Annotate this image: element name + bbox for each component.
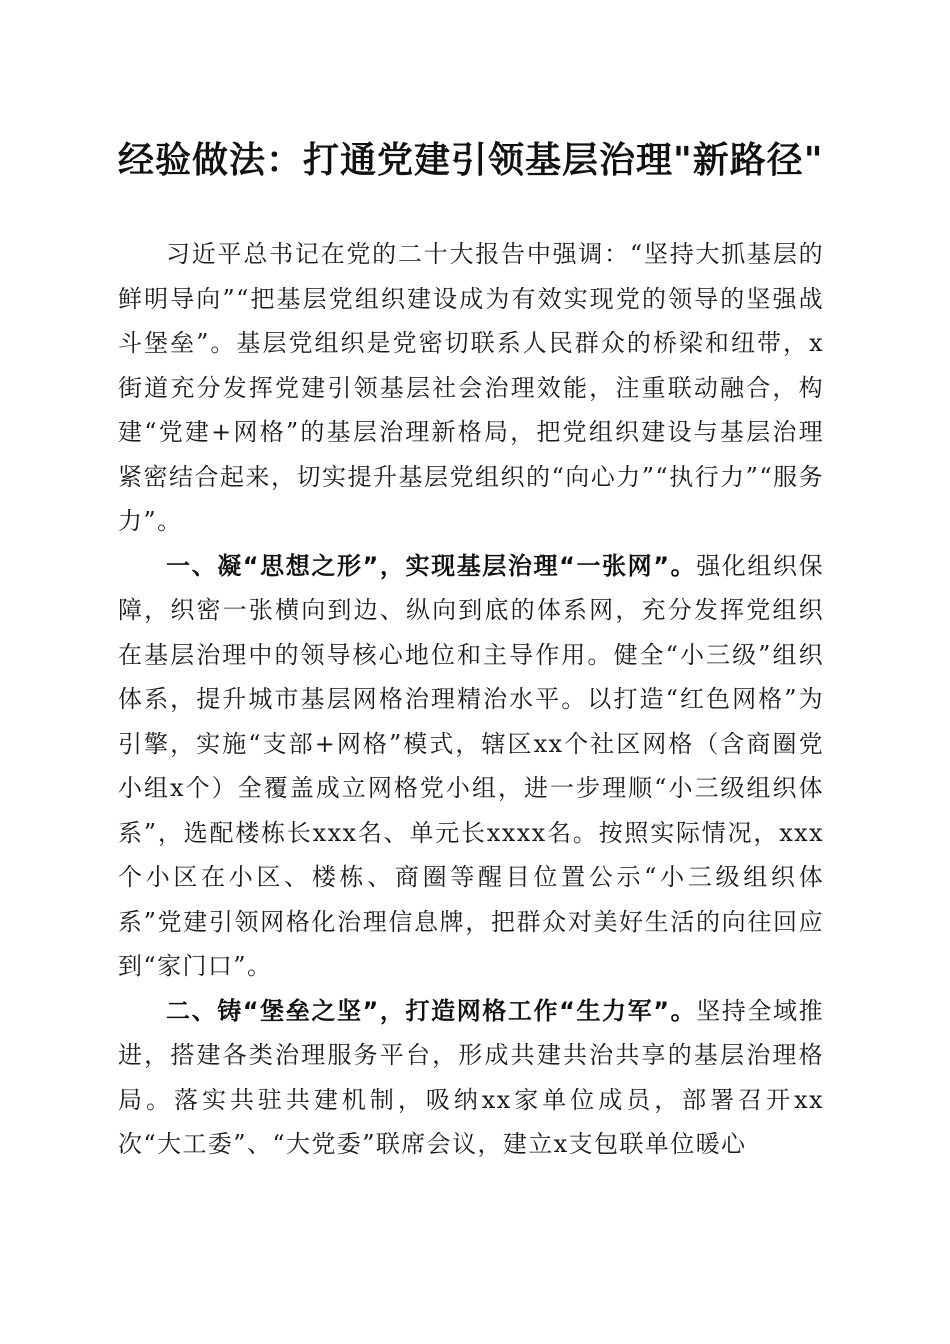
section-two-paragraph — [118, 989, 824, 1167]
paragraph-text: 坚持全域推进，搭建各类治理服务平台，形成共建共治共享的基层治理格局。落实共驻共建机制，吸纳xx家单位成员，部署召开xx次“大工委”、“大党委”联席会议，建立x支包联单位暖心 — [118, 996, 824, 1158]
section-one-paragraph — [118, 544, 824, 989]
paragraph-text: 强化组织保障，织密一张横向到边、纵向到底的体系网，充分发挥党组织在基层治理中的领导核心地位和主导作用。健全“小三级”组织体系，提升城市基层网格治理精治水平。以打造“红色网格”为引擎，实施“支部+网格”模式，辖区xx个社区网格（含商圈党小组x个）全覆盖成立网格党小组，进一步理顺“小三级组织体系”，选配楼栋长xxx名、单元长xxxx名。按照实际情况，xxx个小区在小区、楼栋、商圈等醒目位置公示“小三级组织体系”党建引领网格化治理信息牌，把群众对美好生活的向往回应到“家门口”。 — [118, 551, 824, 980]
intro-paragraph — [118, 232, 824, 544]
section-one-heading: 一、凝“思想之形”，实现基层治理“一张网”。 — [166, 551, 697, 580]
document-title: 经验做法：打通党建引领基层治理"新路径" — [118, 140, 824, 181]
paragraph-text: 习近平总书记在党的二十大报告中强调：“坚持大抓基层的鲜明导向”“把基层党组织建设成为有效实现党的领导的坚强战斗堡垒”。基层党组织是党密切联系人民群众的桥梁和纽带，x街道充分发挥党建引领基层社会治理效能，注重联动融合，构建“党建+网格”的基层治理新格局，把党组织建设与基层治理紧密结合起来，切实提升基层党组织的“向心力”“执行力”“服务力”。 — [118, 240, 824, 535]
section-two-heading: 二、铸“堡垒之坚”，打造网格工作“生力军”。 — [166, 996, 697, 1025]
document-body — [118, 232, 824, 1167]
